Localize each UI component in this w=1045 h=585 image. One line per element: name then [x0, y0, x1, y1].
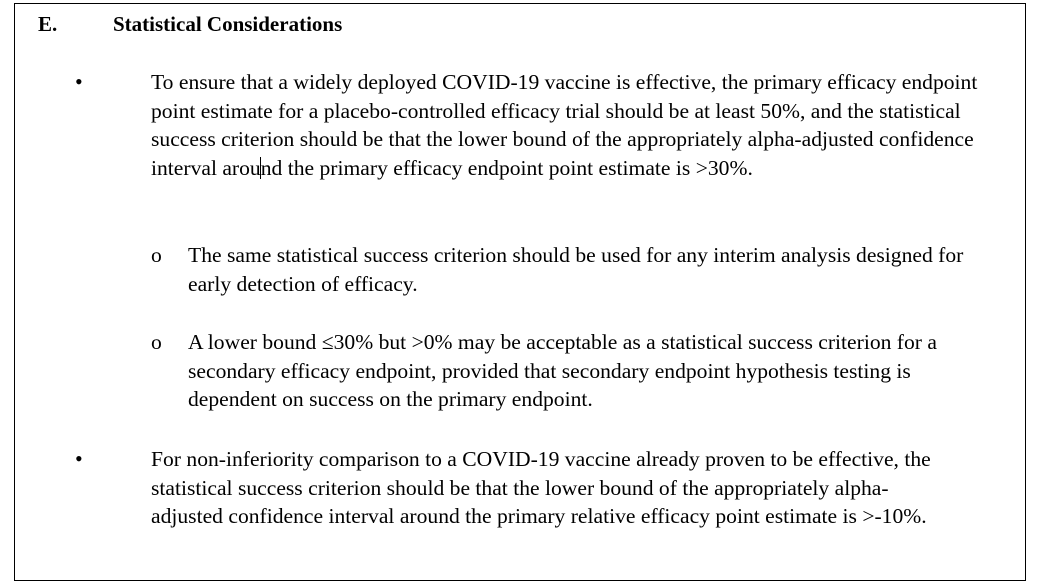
paragraph-text-before-cursor: To ensure that a widely deployed COVID-19 vaccine is effective, the primary efficacy endpoint point estimate for a placebo-controlled efficacy trial should be at least 50%, and the statistical success criterion should be that the lower bound of the appropriately alpha-adjusted confidence interval arou — [151, 70, 978, 181]
sub-bullet-paragraph-1[interactable]: The same statistical success criterion should be used for any interim analysis designed for early detection of efficacy. — [188, 243, 964, 296]
bullet-marker-1: • — [75, 69, 83, 94]
bullet-paragraph-2[interactable]: For non-inferiority comparison to a COVID-19 vaccine already proven to be effective, the statistical success criterion should be that the lower bound of the appropriately alpha-adjusted confidence interval around the primary relative efficacy point estimate is >-10%. — [151, 447, 931, 529]
section-letter: E. — [38, 12, 58, 36]
paragraph-text-after-cursor: nd the primary efficacy endpoint point estimate is >30%. — [260, 156, 753, 181]
sub-bullet-paragraph-2[interactable]: A lower bound ≤30% but >0% may be acceptable as a statistical success criterion for a secondary efficacy endpoint, provided that secondary endpoint hypothesis testing is dependent on success on the primary endpoint. — [188, 330, 937, 412]
sub-bullet-marker-1: o — [151, 243, 162, 267]
bullet-marker-2: • — [75, 446, 83, 471]
section-title: Statistical Considerations — [113, 12, 343, 36]
sub-bullet-marker-2: o — [151, 330, 162, 354]
bullet-paragraph-1[interactable] — [151, 68, 991, 183]
